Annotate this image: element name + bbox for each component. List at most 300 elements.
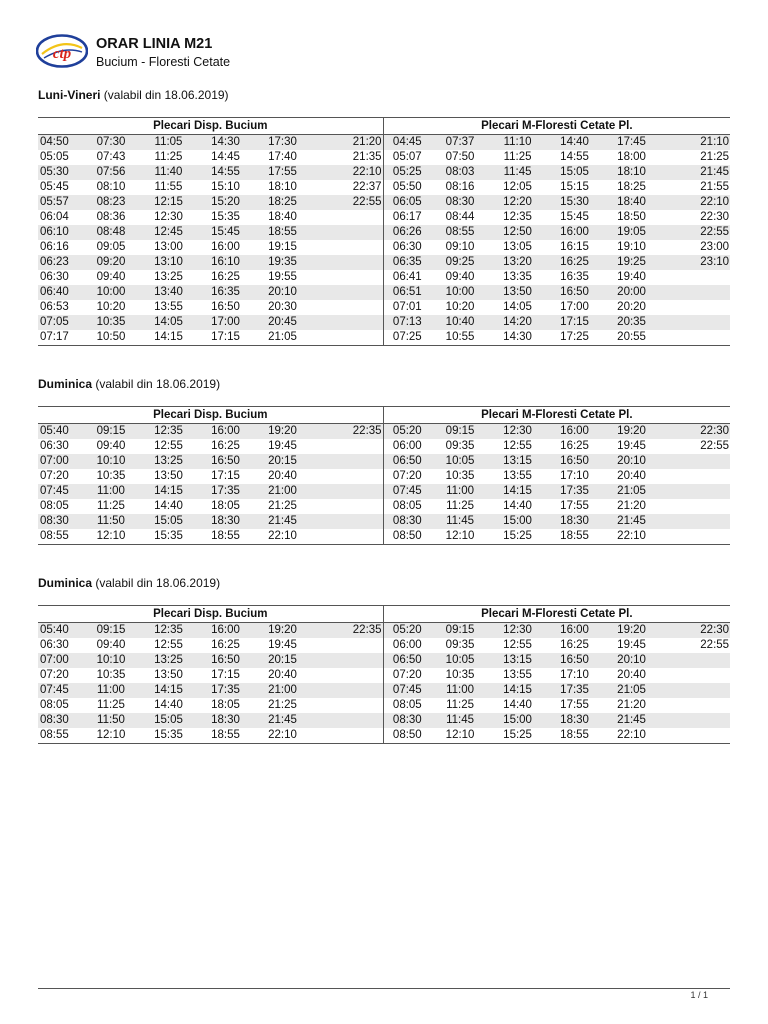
table-row — [38, 499, 730, 514]
schedule-section-sunday — [38, 377, 730, 545]
departure-time-floresti: 08:44 — [431, 210, 489, 225]
departure-time-bucium: 07:45 — [38, 484, 82, 499]
departure-time-bucium — [311, 514, 383, 529]
departure-time-bucium: 11:40 — [140, 165, 197, 180]
departure-time-bucium — [311, 698, 383, 713]
departure-time-floresti: 14:40 — [489, 698, 546, 713]
departure-time-floresti: 06:50 — [383, 653, 431, 668]
departure-time-bucium: 09:40 — [82, 270, 140, 285]
departure-time-bucium: 20:40 — [254, 668, 311, 683]
departure-time-bucium: 09:40 — [82, 638, 140, 653]
timetable — [38, 406, 730, 545]
departure-time-bucium: 12:30 — [140, 210, 197, 225]
column-header-floresti: Plecari M-Floresti Cetate Pl. — [383, 606, 730, 623]
departure-time-floresti: 21:05 — [603, 683, 660, 698]
departure-time-bucium: 11:50 — [82, 514, 140, 529]
departure-time-floresti: 12:50 — [489, 225, 546, 240]
departure-time-bucium: 18:05 — [197, 698, 254, 713]
departure-time-floresti: 09:40 — [431, 270, 489, 285]
departure-time-bucium: 16:25 — [197, 638, 254, 653]
table-row — [38, 135, 730, 151]
table-row — [38, 529, 730, 545]
section-label — [38, 576, 730, 590]
departure-time-bucium: 19:55 — [254, 270, 311, 285]
departure-time-floresti: 08:55 — [431, 225, 489, 240]
departure-time-bucium: 18:30 — [197, 713, 254, 728]
departure-time-bucium — [311, 499, 383, 514]
departure-time-bucium: 05:05 — [38, 150, 82, 165]
departure-time-bucium: 18:55 — [197, 529, 254, 545]
departure-time-bucium: 22:10 — [254, 529, 311, 545]
departure-time-bucium: 13:25 — [140, 653, 197, 668]
departure-time-floresti: 16:35 — [546, 270, 603, 285]
departure-time-bucium: 05:40 — [38, 424, 82, 440]
departure-time-bucium: 14:40 — [140, 499, 197, 514]
departure-time-floresti: 16:25 — [546, 638, 603, 653]
departure-time-floresti: 15:00 — [489, 514, 546, 529]
departure-time-floresti: 10:00 — [431, 285, 489, 300]
departure-time-floresti: 17:00 — [546, 300, 603, 315]
departure-time-floresti — [660, 713, 730, 728]
departure-time-floresti: 21:20 — [603, 499, 660, 514]
departure-time-bucium: 20:30 — [254, 300, 311, 315]
departure-time-floresti: 21:45 — [603, 713, 660, 728]
departure-time-bucium: 18:55 — [254, 225, 311, 240]
departure-time-floresti: 12:35 — [489, 210, 546, 225]
departure-time-floresti: 19:20 — [603, 623, 660, 639]
departure-time-bucium: 20:40 — [254, 469, 311, 484]
departure-time-bucium: 14:30 — [197, 135, 254, 151]
section-label-bold: Luni-Vineri — [38, 88, 101, 102]
section-label — [38, 377, 730, 391]
timetable — [38, 117, 730, 346]
departure-time-bucium: 06:30 — [38, 439, 82, 454]
departure-time-floresti: 07:37 — [431, 135, 489, 151]
departure-time-floresti: 07:45 — [383, 484, 431, 499]
departure-time-bucium — [311, 713, 383, 728]
section-label-rest: (valabil din 18.06.2019) — [92, 576, 221, 590]
departure-time-bucium: 12:35 — [140, 424, 197, 440]
departure-time-floresti — [660, 454, 730, 469]
departure-time-bucium — [311, 683, 383, 698]
departure-time-floresti: 20:35 — [603, 315, 660, 330]
departure-time-floresti: 09:10 — [431, 240, 489, 255]
departure-time-floresti: 18:55 — [546, 529, 603, 545]
departure-time-floresti: 16:25 — [546, 439, 603, 454]
departure-time-bucium: 19:45 — [254, 638, 311, 653]
departure-time-floresti — [660, 683, 730, 698]
departure-time-bucium: 16:00 — [197, 424, 254, 440]
departure-time-floresti: 07:25 — [383, 330, 431, 346]
departure-time-floresti — [660, 728, 730, 744]
departure-time-bucium: 10:35 — [82, 315, 140, 330]
departure-time-bucium: 16:50 — [197, 300, 254, 315]
departure-time-floresti: 22:30 — [660, 210, 730, 225]
departure-time-floresti: 09:25 — [431, 255, 489, 270]
departure-time-floresti — [660, 300, 730, 315]
departure-time-floresti: 08:03 — [431, 165, 489, 180]
departure-time-bucium: 14:45 — [197, 150, 254, 165]
departure-time-bucium: 18:10 — [254, 180, 311, 195]
departure-time-bucium: 07:20 — [38, 469, 82, 484]
departure-time-bucium: 14:15 — [140, 484, 197, 499]
departure-time-floresti: 14:15 — [489, 484, 546, 499]
departure-time-bucium — [311, 529, 383, 545]
departure-time-floresti: 06:51 — [383, 285, 431, 300]
departure-time-floresti: 18:55 — [546, 728, 603, 744]
departure-time-bucium: 12:10 — [82, 728, 140, 744]
departure-time-floresti: 15:05 — [546, 165, 603, 180]
departure-time-bucium: 07:00 — [38, 653, 82, 668]
departure-time-floresti: 07:45 — [383, 683, 431, 698]
departure-time-bucium — [311, 255, 383, 270]
table-row — [38, 668, 730, 683]
departure-time-floresti: 10:05 — [431, 454, 489, 469]
departure-time-bucium: 07:30 — [82, 135, 140, 151]
departure-time-floresti: 22:55 — [660, 638, 730, 653]
departure-time-bucium: 16:00 — [197, 623, 254, 639]
departure-time-floresti: 18:25 — [603, 180, 660, 195]
departure-time-bucium: 21:00 — [254, 683, 311, 698]
departure-time-floresti: 06:35 — [383, 255, 431, 270]
departure-time-bucium: 22:35 — [311, 623, 383, 639]
departure-time-bucium: 05:45 — [38, 180, 82, 195]
departure-time-bucium: 12:55 — [140, 638, 197, 653]
departure-time-bucium: 09:40 — [82, 439, 140, 454]
departure-time-bucium: 06:23 — [38, 255, 82, 270]
departure-time-bucium: 21:45 — [254, 514, 311, 529]
departure-time-floresti: 12:05 — [489, 180, 546, 195]
departure-time-floresti: 06:41 — [383, 270, 431, 285]
departure-time-floresti: 14:55 — [546, 150, 603, 165]
departure-time-bucium: 17:35 — [197, 484, 254, 499]
departure-time-bucium: 22:37 — [311, 180, 383, 195]
departure-time-bucium: 06:30 — [38, 638, 82, 653]
departure-time-floresti: 16:25 — [546, 255, 603, 270]
departure-time-floresti: 23:10 — [660, 255, 730, 270]
departure-time-bucium: 13:10 — [140, 255, 197, 270]
departure-time-bucium: 08:23 — [82, 195, 140, 210]
departure-time-floresti: 21:55 — [660, 180, 730, 195]
departure-time-bucium — [311, 484, 383, 499]
departure-time-bucium: 16:35 — [197, 285, 254, 300]
title-block — [96, 36, 230, 70]
departure-time-floresti: 10:40 — [431, 315, 489, 330]
departure-time-bucium: 22:55 — [311, 195, 383, 210]
departure-time-bucium: 11:00 — [82, 683, 140, 698]
departure-time-floresti: 18:40 — [603, 195, 660, 210]
departure-time-floresti: 20:40 — [603, 469, 660, 484]
departure-time-bucium: 21:00 — [254, 484, 311, 499]
departure-time-floresti: 07:13 — [383, 315, 431, 330]
departure-time-bucium: 12:55 — [140, 439, 197, 454]
departure-time-bucium: 08:05 — [38, 698, 82, 713]
departure-time-bucium: 17:55 — [254, 165, 311, 180]
column-header-bucium: Plecari Disp. Bucium — [38, 606, 383, 623]
departure-time-floresti: 17:15 — [546, 315, 603, 330]
departure-time-floresti: 22:10 — [603, 728, 660, 744]
table-row — [38, 180, 730, 195]
departure-time-floresti: 11:45 — [431, 514, 489, 529]
departure-time-floresti: 08:05 — [383, 499, 431, 514]
footer-divider — [38, 988, 730, 989]
ctp-logo-icon — [36, 34, 88, 68]
departure-time-bucium: 08:30 — [38, 514, 82, 529]
departure-time-bucium: 16:25 — [197, 439, 254, 454]
departure-time-floresti: 04:45 — [383, 135, 431, 151]
departure-time-bucium: 08:30 — [38, 713, 82, 728]
departure-time-floresti: 11:00 — [431, 484, 489, 499]
departure-time-floresti: 14:30 — [489, 330, 546, 346]
departure-time-bucium: 15:35 — [197, 210, 254, 225]
departure-time-bucium: 08:10 — [82, 180, 140, 195]
departure-time-bucium: 15:10 — [197, 180, 254, 195]
table-row — [38, 439, 730, 454]
departure-time-floresti: 20:55 — [603, 330, 660, 346]
departure-time-bucium: 14:40 — [140, 698, 197, 713]
departure-time-bucium: 15:35 — [140, 728, 197, 744]
departure-time-floresti: 16:00 — [546, 424, 603, 440]
departure-time-bucium: 07:05 — [38, 315, 82, 330]
departure-time-floresti: 19:45 — [603, 638, 660, 653]
table-row — [38, 698, 730, 713]
departure-time-floresti: 21:45 — [660, 165, 730, 180]
departure-time-floresti: 08:30 — [383, 514, 431, 529]
departure-time-floresti: 05:25 — [383, 165, 431, 180]
table-row — [38, 255, 730, 270]
departure-time-floresti: 06:26 — [383, 225, 431, 240]
departure-time-bucium: 18:25 — [254, 195, 311, 210]
departure-time-bucium: 12:10 — [82, 529, 140, 545]
departure-time-floresti: 18:30 — [546, 713, 603, 728]
departure-time-bucium — [311, 285, 383, 300]
departure-time-floresti: 08:50 — [383, 529, 431, 545]
departure-time-floresti: 18:50 — [603, 210, 660, 225]
departure-time-floresti: 12:10 — [431, 529, 489, 545]
table-row — [38, 285, 730, 300]
departure-time-floresti: 19:05 — [603, 225, 660, 240]
departure-time-bucium: 21:35 — [311, 150, 383, 165]
departure-time-floresti: 11:25 — [431, 698, 489, 713]
departure-time-floresti: 18:10 — [603, 165, 660, 180]
departure-time-bucium — [311, 454, 383, 469]
departure-time-floresti: 06:00 — [383, 638, 431, 653]
section-label-bold: Duminica — [38, 377, 93, 391]
departure-time-bucium: 10:50 — [82, 330, 140, 346]
departure-time-bucium: 17:15 — [197, 469, 254, 484]
departure-time-floresti: 20:40 — [603, 668, 660, 683]
departure-time-floresti: 17:55 — [546, 499, 603, 514]
table-row — [38, 713, 730, 728]
departure-time-bucium: 16:10 — [197, 255, 254, 270]
page-title: ORAR LINIA M21 — [96, 36, 213, 52]
departure-time-bucium: 12:35 — [140, 623, 197, 639]
departure-time-bucium: 21:45 — [254, 713, 311, 728]
departure-time-floresti: 07:20 — [383, 668, 431, 683]
departure-time-bucium: 14:55 — [197, 165, 254, 180]
departure-time-bucium: 20:15 — [254, 653, 311, 668]
departure-time-floresti: 14:20 — [489, 315, 546, 330]
departure-time-bucium: 19:15 — [254, 240, 311, 255]
departure-time-bucium: 22:35 — [311, 424, 383, 440]
departure-time-bucium: 15:05 — [140, 713, 197, 728]
departure-time-bucium: 21:25 — [254, 499, 311, 514]
departure-time-bucium: 10:10 — [82, 454, 140, 469]
column-header-floresti: Plecari M-Floresti Cetate Pl. — [383, 407, 730, 424]
departure-time-bucium: 11:25 — [82, 499, 140, 514]
departure-time-bucium: 14:05 — [140, 315, 197, 330]
departure-time-bucium — [311, 469, 383, 484]
departure-time-floresti: 15:15 — [546, 180, 603, 195]
departure-time-bucium: 08:55 — [38, 728, 82, 744]
departure-time-bucium: 13:00 — [140, 240, 197, 255]
departure-time-floresti: 10:20 — [431, 300, 489, 315]
departure-time-floresti: 19:40 — [603, 270, 660, 285]
departure-time-floresti: 13:20 — [489, 255, 546, 270]
departure-time-floresti: 17:35 — [546, 683, 603, 698]
departure-time-floresti: 09:35 — [431, 638, 489, 653]
departure-time-floresti: 07:01 — [383, 300, 431, 315]
departure-time-floresti: 08:30 — [383, 713, 431, 728]
departure-time-bucium: 21:25 — [254, 698, 311, 713]
departure-time-floresti: 07:50 — [431, 150, 489, 165]
departure-time-floresti: 17:10 — [546, 668, 603, 683]
departure-time-floresti: 05:20 — [383, 623, 431, 639]
departure-time-floresti: 11:00 — [431, 683, 489, 698]
departure-time-bucium — [311, 300, 383, 315]
departure-time-floresti: 22:10 — [660, 195, 730, 210]
departure-time-bucium — [311, 315, 383, 330]
departure-time-floresti: 07:20 — [383, 469, 431, 484]
departure-time-floresti — [660, 529, 730, 545]
departure-time-bucium: 21:05 — [254, 330, 311, 346]
departure-time-bucium: 14:15 — [140, 683, 197, 698]
departure-time-bucium: 05:30 — [38, 165, 82, 180]
departure-time-bucium: 13:40 — [140, 285, 197, 300]
departure-time-bucium: 07:00 — [38, 454, 82, 469]
departure-time-floresti: 21:25 — [660, 150, 730, 165]
table-row — [38, 300, 730, 315]
departure-time-floresti: 20:00 — [603, 285, 660, 300]
table-row — [38, 270, 730, 285]
table-row — [38, 330, 730, 346]
departure-time-bucium: 13:55 — [140, 300, 197, 315]
departure-time-bucium: 17:15 — [197, 668, 254, 683]
departure-time-bucium — [311, 439, 383, 454]
departure-time-floresti: 13:15 — [489, 653, 546, 668]
departure-time-floresti: 10:35 — [431, 668, 489, 683]
departure-time-floresti: 16:50 — [546, 653, 603, 668]
departure-time-bucium: 16:00 — [197, 240, 254, 255]
departure-time-floresti: 17:45 — [603, 135, 660, 151]
departure-time-floresti: 15:45 — [546, 210, 603, 225]
departure-time-bucium: 22:10 — [254, 728, 311, 744]
departure-time-floresti: 22:55 — [660, 225, 730, 240]
departure-time-floresti: 12:20 — [489, 195, 546, 210]
departure-time-floresti — [660, 285, 730, 300]
departure-time-bucium — [311, 210, 383, 225]
departure-time-bucium: 17:40 — [254, 150, 311, 165]
departure-time-bucium: 08:36 — [82, 210, 140, 225]
departure-time-floresti: 09:15 — [431, 623, 489, 639]
departure-time-floresti: 14:05 — [489, 300, 546, 315]
departure-time-bucium: 11:25 — [82, 698, 140, 713]
departure-time-floresti — [660, 514, 730, 529]
schedule-section-sunday-repeat — [38, 576, 730, 744]
departure-time-bucium: 11:55 — [140, 180, 197, 195]
departure-time-floresti: 13:15 — [489, 454, 546, 469]
departure-time-bucium: 08:05 — [38, 499, 82, 514]
departure-time-floresti: 11:45 — [489, 165, 546, 180]
departure-time-bucium: 12:15 — [140, 195, 197, 210]
departure-time-floresti: 21:10 — [660, 135, 730, 151]
departure-time-bucium: 11:00 — [82, 484, 140, 499]
departure-time-bucium: 05:57 — [38, 195, 82, 210]
departure-time-floresti: 12:10 — [431, 728, 489, 744]
departure-time-bucium: 13:50 — [140, 668, 197, 683]
departure-time-bucium: 08:48 — [82, 225, 140, 240]
departure-time-bucium: 19:45 — [254, 439, 311, 454]
departure-time-floresti — [660, 698, 730, 713]
departure-time-bucium: 12:45 — [140, 225, 197, 240]
departure-time-bucium — [311, 330, 383, 346]
departure-time-floresti: 20:10 — [603, 454, 660, 469]
departure-time-floresti — [660, 499, 730, 514]
departure-time-bucium: 19:20 — [254, 623, 311, 639]
departure-time-bucium: 19:35 — [254, 255, 311, 270]
departure-time-bucium — [311, 270, 383, 285]
departure-time-floresti: 19:45 — [603, 439, 660, 454]
departure-time-bucium: 09:20 — [82, 255, 140, 270]
departure-time-floresti: 17:55 — [546, 698, 603, 713]
departure-time-bucium: 11:25 — [140, 150, 197, 165]
departure-time-floresti: 08:05 — [383, 698, 431, 713]
table-row — [38, 638, 730, 653]
logo-text: ctp — [52, 46, 72, 62]
departure-time-floresti: 15:25 — [489, 529, 546, 545]
column-header-bucium: Plecari Disp. Bucium — [38, 407, 383, 424]
departure-time-floresti: 06:05 — [383, 195, 431, 210]
table-row — [38, 240, 730, 255]
table-row — [38, 315, 730, 330]
table-row — [38, 514, 730, 529]
departure-time-floresti: 18:00 — [603, 150, 660, 165]
departure-time-bucium: 06:16 — [38, 240, 82, 255]
departure-time-bucium: 15:35 — [140, 529, 197, 545]
departure-time-floresti: 13:35 — [489, 270, 546, 285]
departure-time-bucium: 10:00 — [82, 285, 140, 300]
departure-time-bucium: 13:25 — [140, 454, 197, 469]
departure-time-floresti — [660, 668, 730, 683]
departure-time-floresti: 21:05 — [603, 484, 660, 499]
departure-time-bucium: 10:35 — [82, 469, 140, 484]
departure-time-bucium: 13:25 — [140, 270, 197, 285]
page-number: 1 / 1 — [690, 990, 708, 1000]
section-label-bold: Duminica — [38, 576, 93, 590]
departure-time-floresti: 08:30 — [431, 195, 489, 210]
departure-time-floresti: 09:35 — [431, 439, 489, 454]
departure-time-bucium: 06:53 — [38, 300, 82, 315]
departure-time-floresti — [660, 315, 730, 330]
departure-time-floresti: 11:10 — [489, 135, 546, 151]
departure-time-floresti: 06:17 — [383, 210, 431, 225]
departure-time-floresti: 15:30 — [546, 195, 603, 210]
departure-time-bucium: 06:30 — [38, 270, 82, 285]
departure-time-floresti: 19:10 — [603, 240, 660, 255]
departure-time-bucium: 20:45 — [254, 315, 311, 330]
departure-time-floresti: 17:10 — [546, 469, 603, 484]
departure-time-floresti — [660, 330, 730, 346]
